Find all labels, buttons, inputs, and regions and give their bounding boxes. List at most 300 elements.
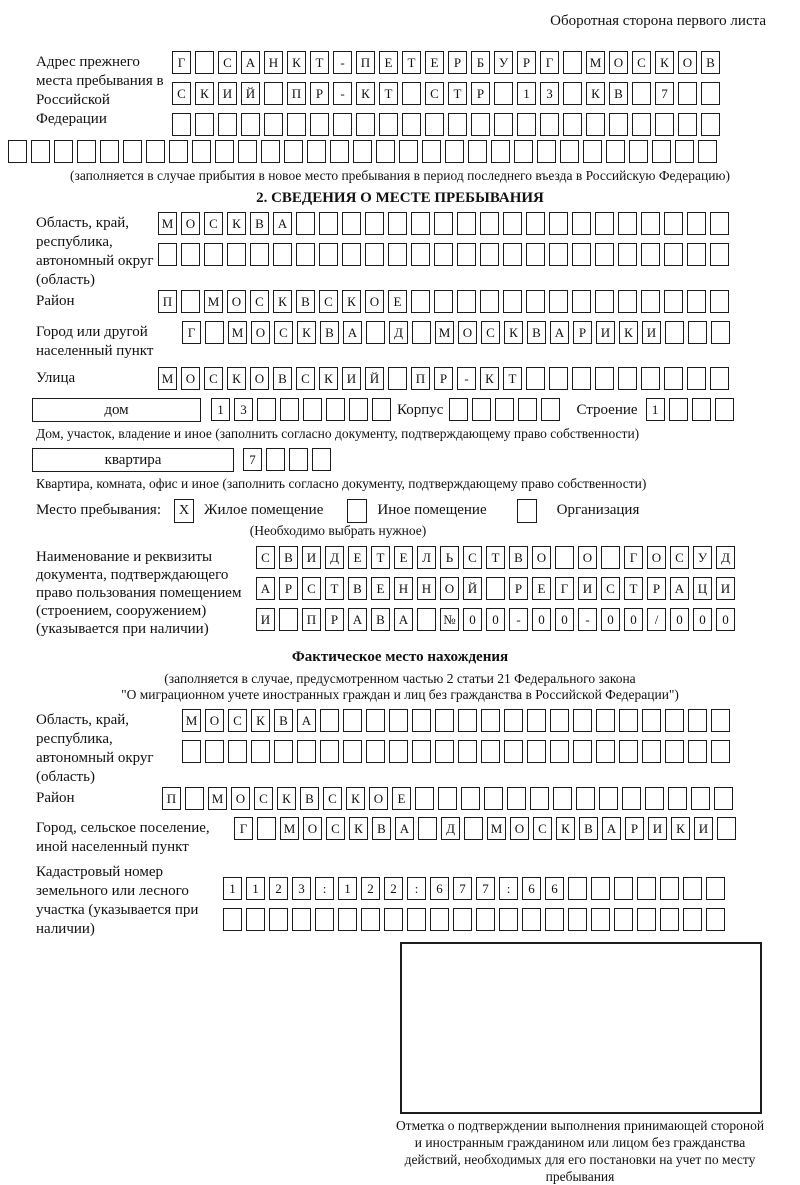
cadastral-label: Кадастровый номер земельного или лесного участка (указывается при наличии) bbox=[36, 864, 199, 937]
char-cell: К bbox=[273, 290, 292, 313]
char-cell bbox=[389, 740, 408, 763]
char-cell bbox=[264, 113, 283, 136]
char-cell: К bbox=[480, 367, 499, 390]
char-cell bbox=[445, 140, 464, 163]
char-cell bbox=[326, 398, 345, 421]
char-cell-row bbox=[256, 546, 739, 571]
char-cell bbox=[568, 877, 587, 900]
char-cell bbox=[448, 113, 467, 136]
char-cell bbox=[573, 740, 592, 763]
char-cell bbox=[687, 367, 706, 390]
char-cell: В bbox=[300, 787, 319, 810]
char-cell: О bbox=[251, 321, 270, 344]
char-cell bbox=[195, 113, 214, 136]
char-cell bbox=[596, 740, 615, 763]
char-cell bbox=[238, 140, 257, 163]
char-cell bbox=[572, 367, 591, 390]
char-cell: В bbox=[609, 82, 628, 105]
char-cell: О bbox=[181, 212, 200, 235]
char-cell bbox=[545, 908, 564, 931]
stay-option-organization-label: Организация bbox=[556, 502, 640, 518]
page-side-note: Оборотная сторона первого листа bbox=[550, 13, 766, 29]
char-cell: У bbox=[693, 546, 712, 569]
char-cell: Р bbox=[509, 577, 528, 600]
char-cell bbox=[435, 709, 454, 732]
char-cell: 0 bbox=[555, 608, 574, 631]
char-cell bbox=[296, 212, 315, 235]
char-cell bbox=[683, 908, 702, 931]
char-cell: С bbox=[601, 577, 620, 600]
char-cell bbox=[491, 140, 510, 163]
char-cell bbox=[365, 243, 384, 266]
stamp-note: Отметка о подтверждении выполнения принимающей стороной и иностранным гражданином или лицом без гражданства действий, необходимых для его постановки на учет по месту пребывания bbox=[395, 1118, 765, 1184]
char-cell bbox=[372, 398, 391, 421]
char-cell bbox=[595, 212, 614, 235]
char-cell bbox=[425, 113, 444, 136]
char-cell: Е bbox=[379, 51, 398, 74]
char-cell: 6 bbox=[430, 877, 449, 900]
char-cell: А bbox=[343, 321, 362, 344]
char-cell bbox=[320, 740, 339, 763]
char-cell: О bbox=[532, 546, 551, 569]
stay-option-residential-label: Жилое помещение bbox=[204, 502, 324, 518]
char-cell bbox=[526, 212, 545, 235]
char-cell bbox=[614, 908, 633, 931]
apartment-note: Квартира, комната, офис и иное (заполнить согласно документу, подтверждающему право собственности) bbox=[36, 476, 647, 491]
char-cell bbox=[310, 113, 329, 136]
char-cell: П bbox=[356, 51, 375, 74]
char-cell bbox=[660, 877, 679, 900]
char-cell: 0 bbox=[463, 608, 482, 631]
stay-option-other-checkbox bbox=[347, 499, 367, 523]
char-cell: С bbox=[218, 51, 237, 74]
char-cell: П bbox=[302, 608, 321, 631]
char-cell: 1 bbox=[338, 877, 357, 900]
char-cell bbox=[297, 740, 316, 763]
char-cell bbox=[706, 877, 725, 900]
char-cell: 2 bbox=[269, 877, 288, 900]
char-cell: Е bbox=[394, 546, 413, 569]
char-cell: В bbox=[701, 51, 720, 74]
char-cell bbox=[250, 243, 269, 266]
char-cell bbox=[568, 908, 587, 931]
char-cell bbox=[683, 877, 702, 900]
char-cell bbox=[706, 908, 725, 931]
char-cell bbox=[100, 140, 119, 163]
char-cell bbox=[642, 709, 661, 732]
char-cell bbox=[669, 398, 688, 421]
char-cell: Н bbox=[264, 51, 283, 74]
char-cell: Р bbox=[279, 577, 298, 600]
char-cell bbox=[540, 113, 559, 136]
char-cell bbox=[563, 82, 582, 105]
char-cell bbox=[366, 321, 385, 344]
char-cell bbox=[264, 82, 283, 105]
char-cell-row bbox=[182, 709, 734, 734]
char-cell: 7 bbox=[453, 877, 472, 900]
char-cell bbox=[388, 367, 407, 390]
char-cell: 1 bbox=[646, 398, 665, 421]
char-cell: Р bbox=[647, 577, 666, 600]
stroenie-row bbox=[646, 398, 738, 423]
district-block bbox=[8, 290, 800, 321]
char-cell bbox=[343, 709, 362, 732]
char-cell: Б bbox=[471, 51, 490, 74]
apartment-number-row bbox=[243, 448, 335, 473]
document-cells bbox=[256, 546, 739, 633]
char-cell bbox=[54, 140, 73, 163]
char-cell bbox=[468, 140, 487, 163]
char-cell: В bbox=[296, 290, 315, 313]
char-cell bbox=[599, 787, 618, 810]
char-cell: 1 bbox=[246, 877, 265, 900]
char-cell: А bbox=[395, 817, 414, 840]
house-number-row bbox=[211, 398, 395, 423]
char-cell: Р bbox=[448, 51, 467, 74]
char-cell-row bbox=[182, 740, 734, 765]
house-label-box: дом bbox=[32, 398, 201, 422]
char-cell: И bbox=[256, 608, 275, 631]
char-cell bbox=[476, 908, 495, 931]
house-note: Дом, участок, владение и иное (заполнить согласно документу, подтверждающему право собственности) bbox=[36, 426, 640, 441]
char-cell: С bbox=[172, 82, 191, 105]
char-cell bbox=[642, 740, 661, 763]
region3-cells bbox=[182, 709, 734, 765]
char-cell bbox=[710, 367, 729, 390]
char-cell: В bbox=[527, 321, 546, 344]
district3-label: Район bbox=[36, 790, 75, 806]
char-cell bbox=[527, 709, 546, 732]
char-cell bbox=[399, 140, 418, 163]
char-cell bbox=[402, 82, 421, 105]
char-cell bbox=[319, 243, 338, 266]
char-cell bbox=[526, 290, 545, 313]
char-cell-row bbox=[172, 113, 724, 138]
char-cell bbox=[714, 787, 733, 810]
char-cell: А bbox=[602, 817, 621, 840]
char-cell bbox=[261, 140, 280, 163]
korpus-row bbox=[449, 398, 564, 423]
char-cell bbox=[549, 243, 568, 266]
district3-block bbox=[8, 787, 800, 812]
char-cell: К bbox=[556, 817, 575, 840]
char-cell bbox=[280, 398, 299, 421]
char-cell bbox=[641, 290, 660, 313]
char-cell: П bbox=[158, 290, 177, 313]
char-cell bbox=[257, 817, 276, 840]
char-cell: О bbox=[231, 787, 250, 810]
char-cell: О bbox=[647, 546, 666, 569]
char-cell: А bbox=[348, 608, 367, 631]
char-cell: Р bbox=[310, 82, 329, 105]
char-cell bbox=[411, 290, 430, 313]
char-cell: К bbox=[251, 709, 270, 732]
char-cell bbox=[601, 546, 620, 569]
char-cell: Е bbox=[388, 290, 407, 313]
stay-type-label: Место пребывания: bbox=[36, 502, 161, 518]
char-cell: С bbox=[463, 546, 482, 569]
char-cell bbox=[481, 740, 500, 763]
city-label: Город или другой населенный пункт bbox=[36, 324, 154, 359]
law-note-line1: (заполняется в случае, предусмотренном частью 2 статьи 21 Федерального закона bbox=[164, 671, 636, 686]
char-cell: Г bbox=[182, 321, 201, 344]
char-cell bbox=[664, 212, 683, 235]
char-cell: О bbox=[365, 290, 384, 313]
char-cell: 0 bbox=[670, 608, 689, 631]
char-cell bbox=[560, 140, 579, 163]
char-cell-row bbox=[162, 787, 737, 812]
char-cell bbox=[664, 290, 683, 313]
char-cell bbox=[338, 908, 357, 931]
document-block bbox=[8, 546, 800, 638]
char-cell bbox=[215, 140, 234, 163]
char-cell-row bbox=[182, 321, 734, 346]
char-cell bbox=[576, 787, 595, 810]
char-cell bbox=[665, 709, 684, 732]
char-cell: М bbox=[487, 817, 506, 840]
char-cell bbox=[687, 290, 706, 313]
char-cell: С bbox=[254, 787, 273, 810]
char-cell: С bbox=[326, 817, 345, 840]
char-cell bbox=[204, 243, 223, 266]
char-cell bbox=[527, 740, 546, 763]
stay-type-row bbox=[36, 498, 800, 523]
char-cell bbox=[618, 243, 637, 266]
char-cell-row bbox=[172, 82, 724, 107]
char-cell: - bbox=[457, 367, 476, 390]
char-cell bbox=[517, 113, 536, 136]
char-cell bbox=[595, 243, 614, 266]
char-cell: К bbox=[227, 212, 246, 235]
char-cell: О bbox=[440, 577, 459, 600]
char-cell bbox=[526, 243, 545, 266]
char-cell: - bbox=[333, 82, 352, 105]
char-cell bbox=[458, 740, 477, 763]
char-cell bbox=[303, 398, 322, 421]
char-cell bbox=[123, 140, 142, 163]
char-cell bbox=[449, 398, 468, 421]
char-cell-row bbox=[8, 140, 800, 165]
char-cell bbox=[550, 740, 569, 763]
char-cell bbox=[227, 243, 246, 266]
char-cell bbox=[655, 113, 674, 136]
char-cell bbox=[586, 113, 605, 136]
char-cell-row bbox=[158, 243, 733, 268]
char-cell bbox=[205, 740, 224, 763]
char-cell bbox=[596, 709, 615, 732]
char-cell bbox=[284, 140, 303, 163]
char-cell bbox=[438, 787, 457, 810]
stay-option-residential-checkbox: X bbox=[174, 499, 194, 523]
char-cell bbox=[379, 113, 398, 136]
char-cell: Й bbox=[463, 577, 482, 600]
char-cell bbox=[464, 817, 483, 840]
char-cell bbox=[572, 243, 591, 266]
char-cell: М bbox=[158, 367, 177, 390]
char-cell bbox=[181, 243, 200, 266]
char-cell: Г bbox=[172, 51, 191, 74]
char-cell: А bbox=[394, 608, 413, 631]
char-cell: К bbox=[349, 817, 368, 840]
char-cell: : bbox=[407, 877, 426, 900]
char-cell bbox=[664, 243, 683, 266]
char-cell: О bbox=[205, 709, 224, 732]
char-cell bbox=[412, 740, 431, 763]
char-cell: М bbox=[204, 290, 223, 313]
char-cell bbox=[514, 140, 533, 163]
char-cell bbox=[701, 113, 720, 136]
char-cell bbox=[289, 448, 308, 471]
char-cell: И bbox=[578, 577, 597, 600]
char-cell bbox=[435, 740, 454, 763]
char-cell: Л bbox=[417, 546, 436, 569]
char-cell bbox=[618, 290, 637, 313]
char-cell: Р bbox=[625, 817, 644, 840]
char-cell: Е bbox=[392, 787, 411, 810]
apartment-row bbox=[32, 448, 800, 473]
char-cell bbox=[583, 140, 602, 163]
char-cell: Т bbox=[624, 577, 643, 600]
city-block bbox=[8, 321, 800, 361]
char-cell bbox=[618, 212, 637, 235]
char-cell: А bbox=[241, 51, 260, 74]
cadastral-cells bbox=[223, 877, 729, 933]
char-cell: 7 bbox=[655, 82, 674, 105]
char-cell: А bbox=[670, 577, 689, 600]
char-cell bbox=[480, 290, 499, 313]
char-cell bbox=[434, 290, 453, 313]
char-cell: - bbox=[333, 51, 352, 74]
char-cell: 0 bbox=[716, 608, 735, 631]
char-cell: О bbox=[510, 817, 529, 840]
char-cell: К bbox=[227, 367, 246, 390]
char-cell: В bbox=[250, 212, 269, 235]
char-cell bbox=[687, 212, 706, 235]
char-cell bbox=[384, 908, 403, 931]
char-cell bbox=[711, 321, 730, 344]
char-cell-row bbox=[158, 367, 733, 392]
char-cell bbox=[710, 212, 729, 235]
char-cell bbox=[461, 787, 480, 810]
char-cell: Й bbox=[365, 367, 384, 390]
char-cell-row bbox=[256, 608, 739, 633]
char-cell bbox=[228, 740, 247, 763]
char-cell: К bbox=[287, 51, 306, 74]
char-cell bbox=[664, 367, 683, 390]
char-cell bbox=[645, 787, 664, 810]
char-cell bbox=[296, 243, 315, 266]
char-cell: Т bbox=[371, 546, 390, 569]
char-cell bbox=[457, 243, 476, 266]
char-cell bbox=[632, 113, 651, 136]
stroenie-label: Строение bbox=[576, 402, 638, 418]
char-cell bbox=[353, 140, 372, 163]
char-cell bbox=[691, 787, 710, 810]
char-cell-row bbox=[256, 577, 739, 602]
char-cell bbox=[434, 212, 453, 235]
char-cell bbox=[711, 709, 730, 732]
region3-label: Область, край, республика, автономный округ (область) bbox=[36, 712, 154, 785]
char-cell bbox=[376, 140, 395, 163]
prev-address-note: (заполняется в случае прибытия в новое место пребывания в период последнего въезда в Российскую Федерацию) bbox=[69, 168, 731, 183]
char-cell bbox=[411, 243, 430, 266]
char-cell bbox=[530, 787, 549, 810]
char-cell: 1 bbox=[223, 877, 242, 900]
char-cell bbox=[388, 212, 407, 235]
char-cell: Д bbox=[325, 546, 344, 569]
char-cell: С bbox=[319, 290, 338, 313]
section2-title: 2. СВЕДЕНИЯ О МЕСТЕ ПРЕБЫВАНИЯ bbox=[256, 190, 544, 206]
char-cell: Р bbox=[434, 367, 453, 390]
char-cell-row bbox=[223, 908, 729, 933]
char-cell bbox=[418, 817, 437, 840]
char-cell: 7 bbox=[476, 877, 495, 900]
char-cell bbox=[195, 51, 214, 74]
char-cell: Е bbox=[532, 577, 551, 600]
char-cell: С bbox=[632, 51, 651, 74]
region-label: Область, край, республика, автономный округ (область) bbox=[36, 215, 154, 288]
char-cell bbox=[484, 787, 503, 810]
char-cell bbox=[407, 908, 426, 931]
char-cell: В bbox=[509, 546, 528, 569]
char-cell bbox=[688, 709, 707, 732]
char-cell: 3 bbox=[540, 82, 559, 105]
char-cell: С bbox=[425, 82, 444, 105]
char-cell bbox=[453, 908, 472, 931]
char-cell bbox=[430, 908, 449, 931]
char-cell: В bbox=[320, 321, 339, 344]
char-cell bbox=[573, 709, 592, 732]
char-cell bbox=[422, 140, 441, 163]
char-cell: С bbox=[204, 212, 223, 235]
document-label: Наименование и реквизиты документа, подтверждающего право пользования помещением (строением, сооружением) (указывается при наличии) bbox=[36, 549, 242, 637]
char-cell: Т bbox=[325, 577, 344, 600]
char-cell: Н bbox=[394, 577, 413, 600]
street-block bbox=[8, 367, 800, 392]
char-cell: О bbox=[609, 51, 628, 74]
char-cell: Т bbox=[379, 82, 398, 105]
char-cell: Р bbox=[517, 51, 536, 74]
char-cell: О bbox=[458, 321, 477, 344]
char-cell bbox=[274, 740, 293, 763]
char-cell: Д bbox=[389, 321, 408, 344]
char-cell: В bbox=[273, 367, 292, 390]
char-cell: Т bbox=[402, 51, 421, 74]
char-cell: Г bbox=[234, 817, 253, 840]
char-cell: Г bbox=[555, 577, 574, 600]
char-cell: А bbox=[273, 212, 292, 235]
char-cell bbox=[591, 877, 610, 900]
char-cell: И bbox=[302, 546, 321, 569]
char-cell bbox=[349, 398, 368, 421]
city3-label: Город, сельское поселение, иной населенный пункт bbox=[36, 820, 210, 855]
char-cell: М bbox=[182, 709, 201, 732]
char-cell bbox=[688, 321, 707, 344]
char-cell: 0 bbox=[532, 608, 551, 631]
char-cell: Н bbox=[417, 577, 436, 600]
char-cell: 3 bbox=[234, 398, 253, 421]
char-cell bbox=[668, 787, 687, 810]
cadastral-block bbox=[8, 861, 800, 939]
char-cell: Й bbox=[241, 82, 260, 105]
char-cell bbox=[457, 290, 476, 313]
char-cell bbox=[518, 398, 537, 421]
char-cell: С bbox=[274, 321, 293, 344]
char-cell bbox=[494, 82, 513, 105]
char-cell: М bbox=[208, 787, 227, 810]
char-cell: О bbox=[369, 787, 388, 810]
char-cell: А bbox=[297, 709, 316, 732]
